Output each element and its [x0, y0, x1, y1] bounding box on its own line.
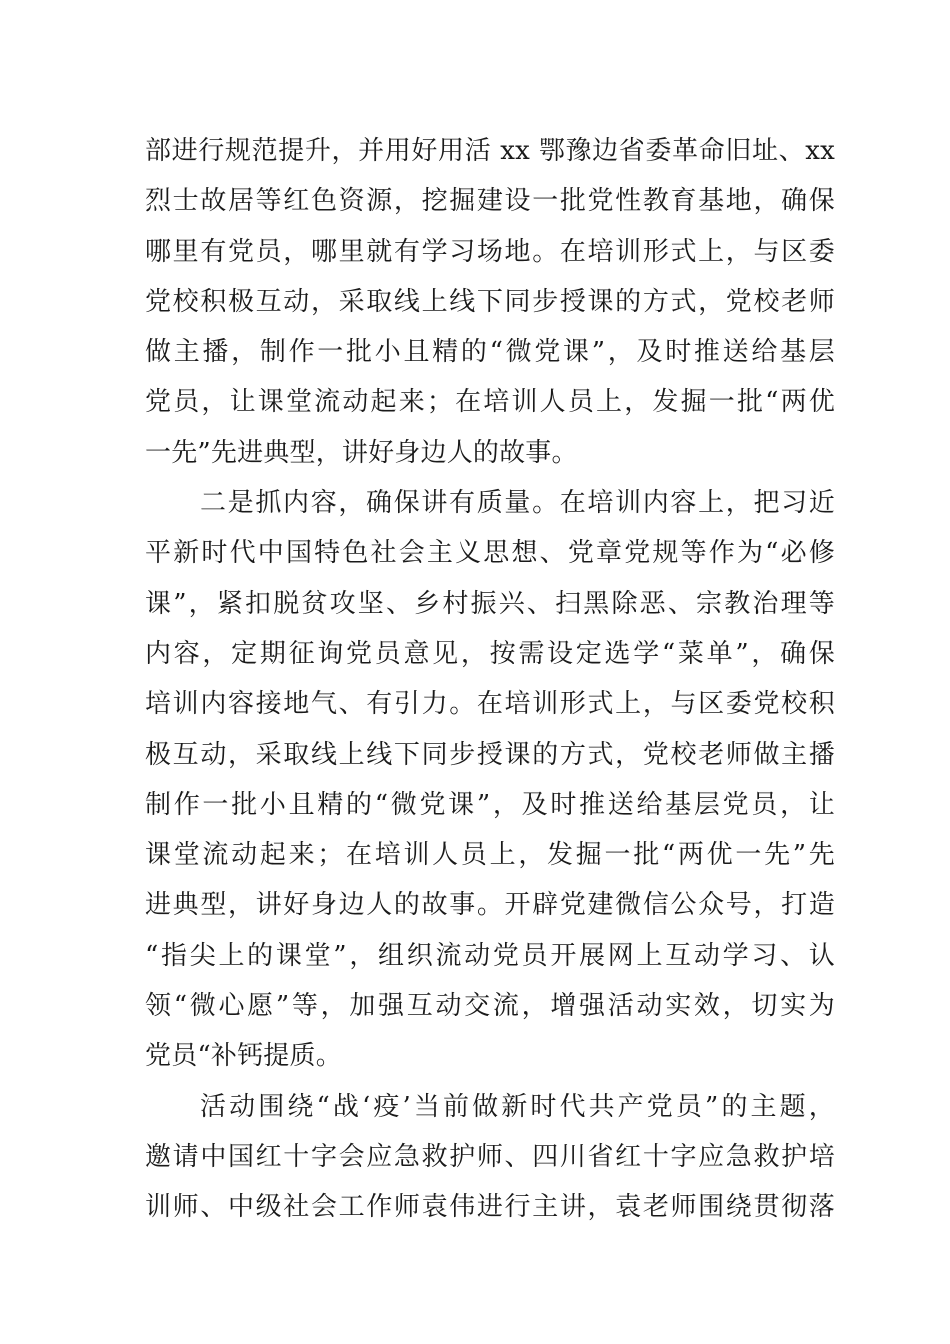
text-line: 领“微心愿”等，加强互动交流，增强活动实效，切实为: [145, 991, 835, 1022]
text-line: 进典型，讲好身边人的故事。开辟党建微信公众号，打造: [145, 890, 835, 921]
text-line: 党员，让课堂流动起来；在培训人员上，发掘一批“两优: [145, 387, 835, 418]
text-line: “指尖上的课堂”，组织流动党员开展网上互动学习、认: [145, 940, 835, 971]
text-line: 党校积极互动，采取线上线下同步授课的方式，党校老师: [145, 286, 835, 317]
text-line: 活动围绕“战‘疫’当前做新时代共产党员”的主题，: [200, 1091, 835, 1122]
text-line: 内容，定期征询党员意见，按需设定选学“菜单”，确保: [145, 638, 835, 669]
text-line: 二是抓内容，确保讲有质量。在培训内容上，把习近: [200, 488, 835, 519]
text-line: 邀请中国红十字会应急救护师、四川省红十字应急救护培: [145, 1141, 835, 1172]
text-line: 平新时代中国特色社会主义思想、党章党规等作为“必修: [145, 538, 835, 569]
text-line: 一先”先进典型，讲好身边人的故事。: [145, 437, 578, 468]
text-line: 制作一批小且精的“微党课”，及时推送给基层党员，让: [145, 789, 835, 820]
text-line: 哪里有党员，哪里就有学习场地。在培训形式上，与区委: [145, 236, 835, 267]
text-line: 课”，紧扣脱贫攻坚、乡村振兴、扫黑除恶、宗教治理等: [145, 588, 835, 619]
text-line: 极互动，采取线上线下同步授课的方式，党校老师做主播: [145, 739, 835, 770]
body-text: [145, 126, 835, 1233]
text-line: 课堂流动起来；在培训人员上，发掘一批“两优一先”先: [145, 840, 835, 871]
text-line: 部进行规范提升，并用好用活 xx 鄂豫边省委革命旧址、xx: [145, 136, 835, 166]
text-line: 培训内容接地气、有引力。在培训形式上，与区委党校积: [145, 689, 835, 720]
text-line: 党员“补钙提质。: [145, 1041, 342, 1072]
text-line: 训师、中级社会工作师袁伟进行主讲，袁老师围绕贯彻落: [145, 1192, 835, 1223]
text-line: 烈士故居等红色资源，挖掘建设一批党性教育基地，确保: [145, 186, 835, 217]
text-line: 做主播，制作一批小且精的“微党课”，及时推送给基层: [145, 337, 835, 368]
